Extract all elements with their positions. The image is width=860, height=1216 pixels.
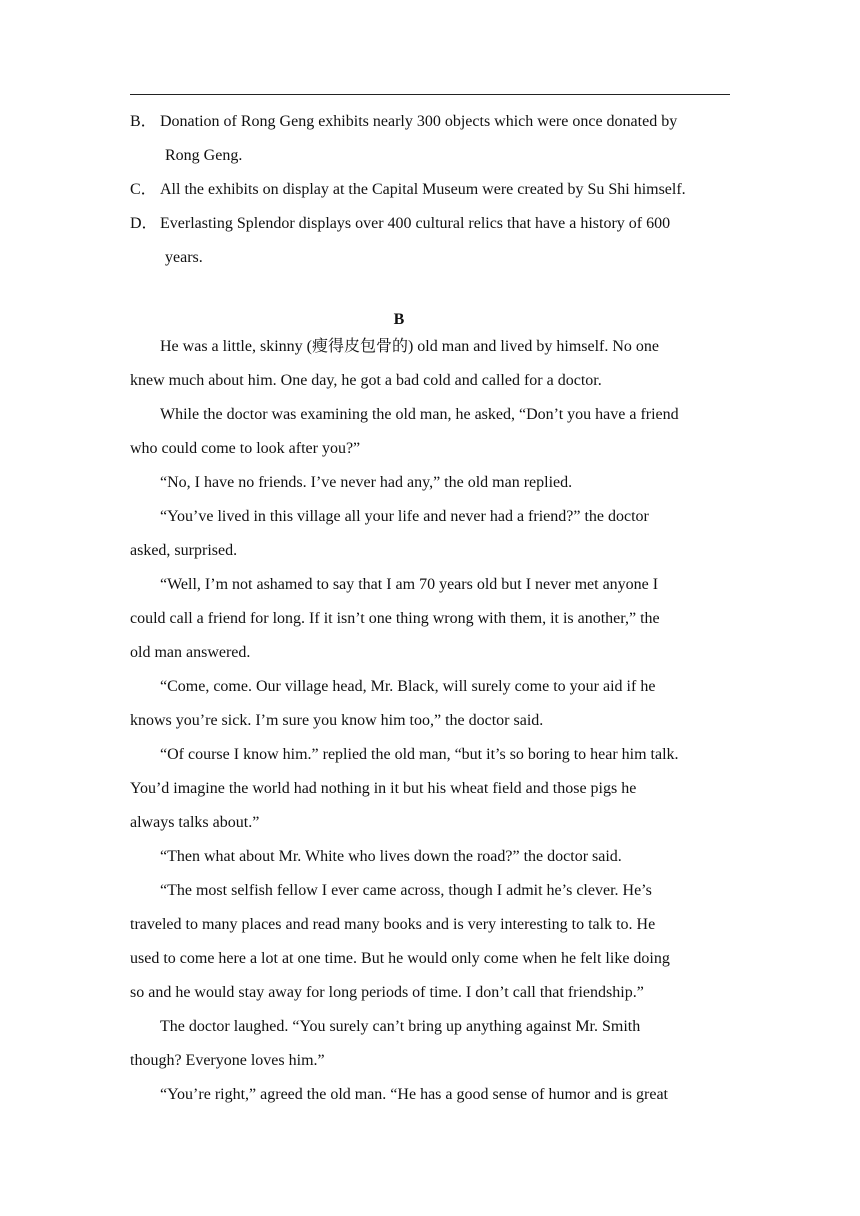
- text-line: so and he would stay away for long periods of time. I don’t call that friendship.”: [130, 984, 644, 1001]
- text-line: knows you’re sick. I’m sure you know him too,” the doctor said.: [130, 712, 544, 729]
- text-line: old man answered.: [130, 644, 251, 661]
- paragraph: [130, 874, 730, 1010]
- text-line: “Of course I know him.” replied the old man, “but it’s so boring to hear him talk.: [160, 746, 679, 763]
- option-text-line: years.: [165, 249, 203, 266]
- paragraph: [130, 466, 730, 500]
- text-line: “You’re right,” agreed the old man. “He has a good sense of humor and is great: [160, 1086, 668, 1103]
- option-letter: C．: [130, 181, 157, 198]
- text-line: The doctor laughed. “You surely can’t bring up anything against Mr. Smith: [160, 1018, 641, 1035]
- option-text-line: Rong Geng.: [165, 147, 243, 164]
- text-line: always talks about.”: [130, 814, 260, 831]
- text-line: “You’ve lived in this village all your life and never had a friend?” the doctor: [160, 508, 649, 525]
- text-line: though? Everyone loves him.”: [130, 1052, 325, 1069]
- text-line: He was a little, skinny (瘦得皮包骨的) old man and lived by himself. No one: [160, 338, 660, 355]
- reading-passage: [130, 330, 730, 1112]
- paragraph: [130, 1010, 730, 1078]
- paragraph: [130, 1078, 730, 1112]
- text-line: “Then what about Mr. White who lives down the road?” the doctor said.: [160, 848, 622, 865]
- option-text-line: Donation of Rong Geng exhibits nearly 300 objects which were once donated by: [160, 113, 678, 130]
- paragraph: [130, 500, 730, 568]
- option-d: [130, 207, 740, 275]
- header-rule: [130, 94, 730, 95]
- text-line: could call a friend for long. If it isn’t one thing wrong with them, it is another,” the: [130, 610, 660, 627]
- option-text-line: All the exhibits on display at the Capital Museum were created by Su Shi himself.: [160, 181, 686, 198]
- option-letter: B．: [130, 113, 157, 130]
- text-line: “No, I have no friends. I’ve never had any,” the old man replied.: [160, 474, 573, 491]
- paragraph: [130, 670, 730, 738]
- option-b: [130, 105, 740, 173]
- text-line: traveled to many places and read many books and is very interesting to talk to. He: [130, 916, 656, 933]
- text-line: who could come to look after you?”: [130, 440, 361, 457]
- paragraph: [130, 568, 730, 670]
- section-heading: B: [393, 311, 405, 328]
- text-line: “Come, come. Our village head, Mr. Black, will surely come to your aid if he: [160, 678, 656, 695]
- option-text-line: Everlasting Splendor displays over 400 cultural relics that have a history of 600: [160, 215, 671, 232]
- paragraph: [130, 738, 730, 840]
- text-line: asked, surprised.: [130, 542, 238, 559]
- option-c: [130, 173, 740, 207]
- paragraph: [130, 840, 730, 874]
- text-line: While the doctor was examining the old man, he asked, “Don’t you have a friend: [160, 406, 679, 423]
- text-line: You’d imagine the world had nothing in it but his wheat field and those pigs he: [130, 780, 637, 797]
- paragraph: [130, 398, 730, 466]
- text-line: used to come here a lot at one time. But he would only come when he felt like doing: [130, 950, 670, 967]
- paragraph: [130, 330, 730, 398]
- text-line: “The most selfish fellow I ever came across, though I admit he’s clever. He’s: [160, 882, 652, 899]
- text-line: “Well, I’m not ashamed to say that I am 70 years old but I never met anyone I: [160, 576, 659, 593]
- option-letter: D．: [130, 215, 158, 232]
- answer-options: [130, 105, 740, 275]
- text-line: knew much about him. One day, he got a bad cold and called for a doctor.: [130, 372, 602, 389]
